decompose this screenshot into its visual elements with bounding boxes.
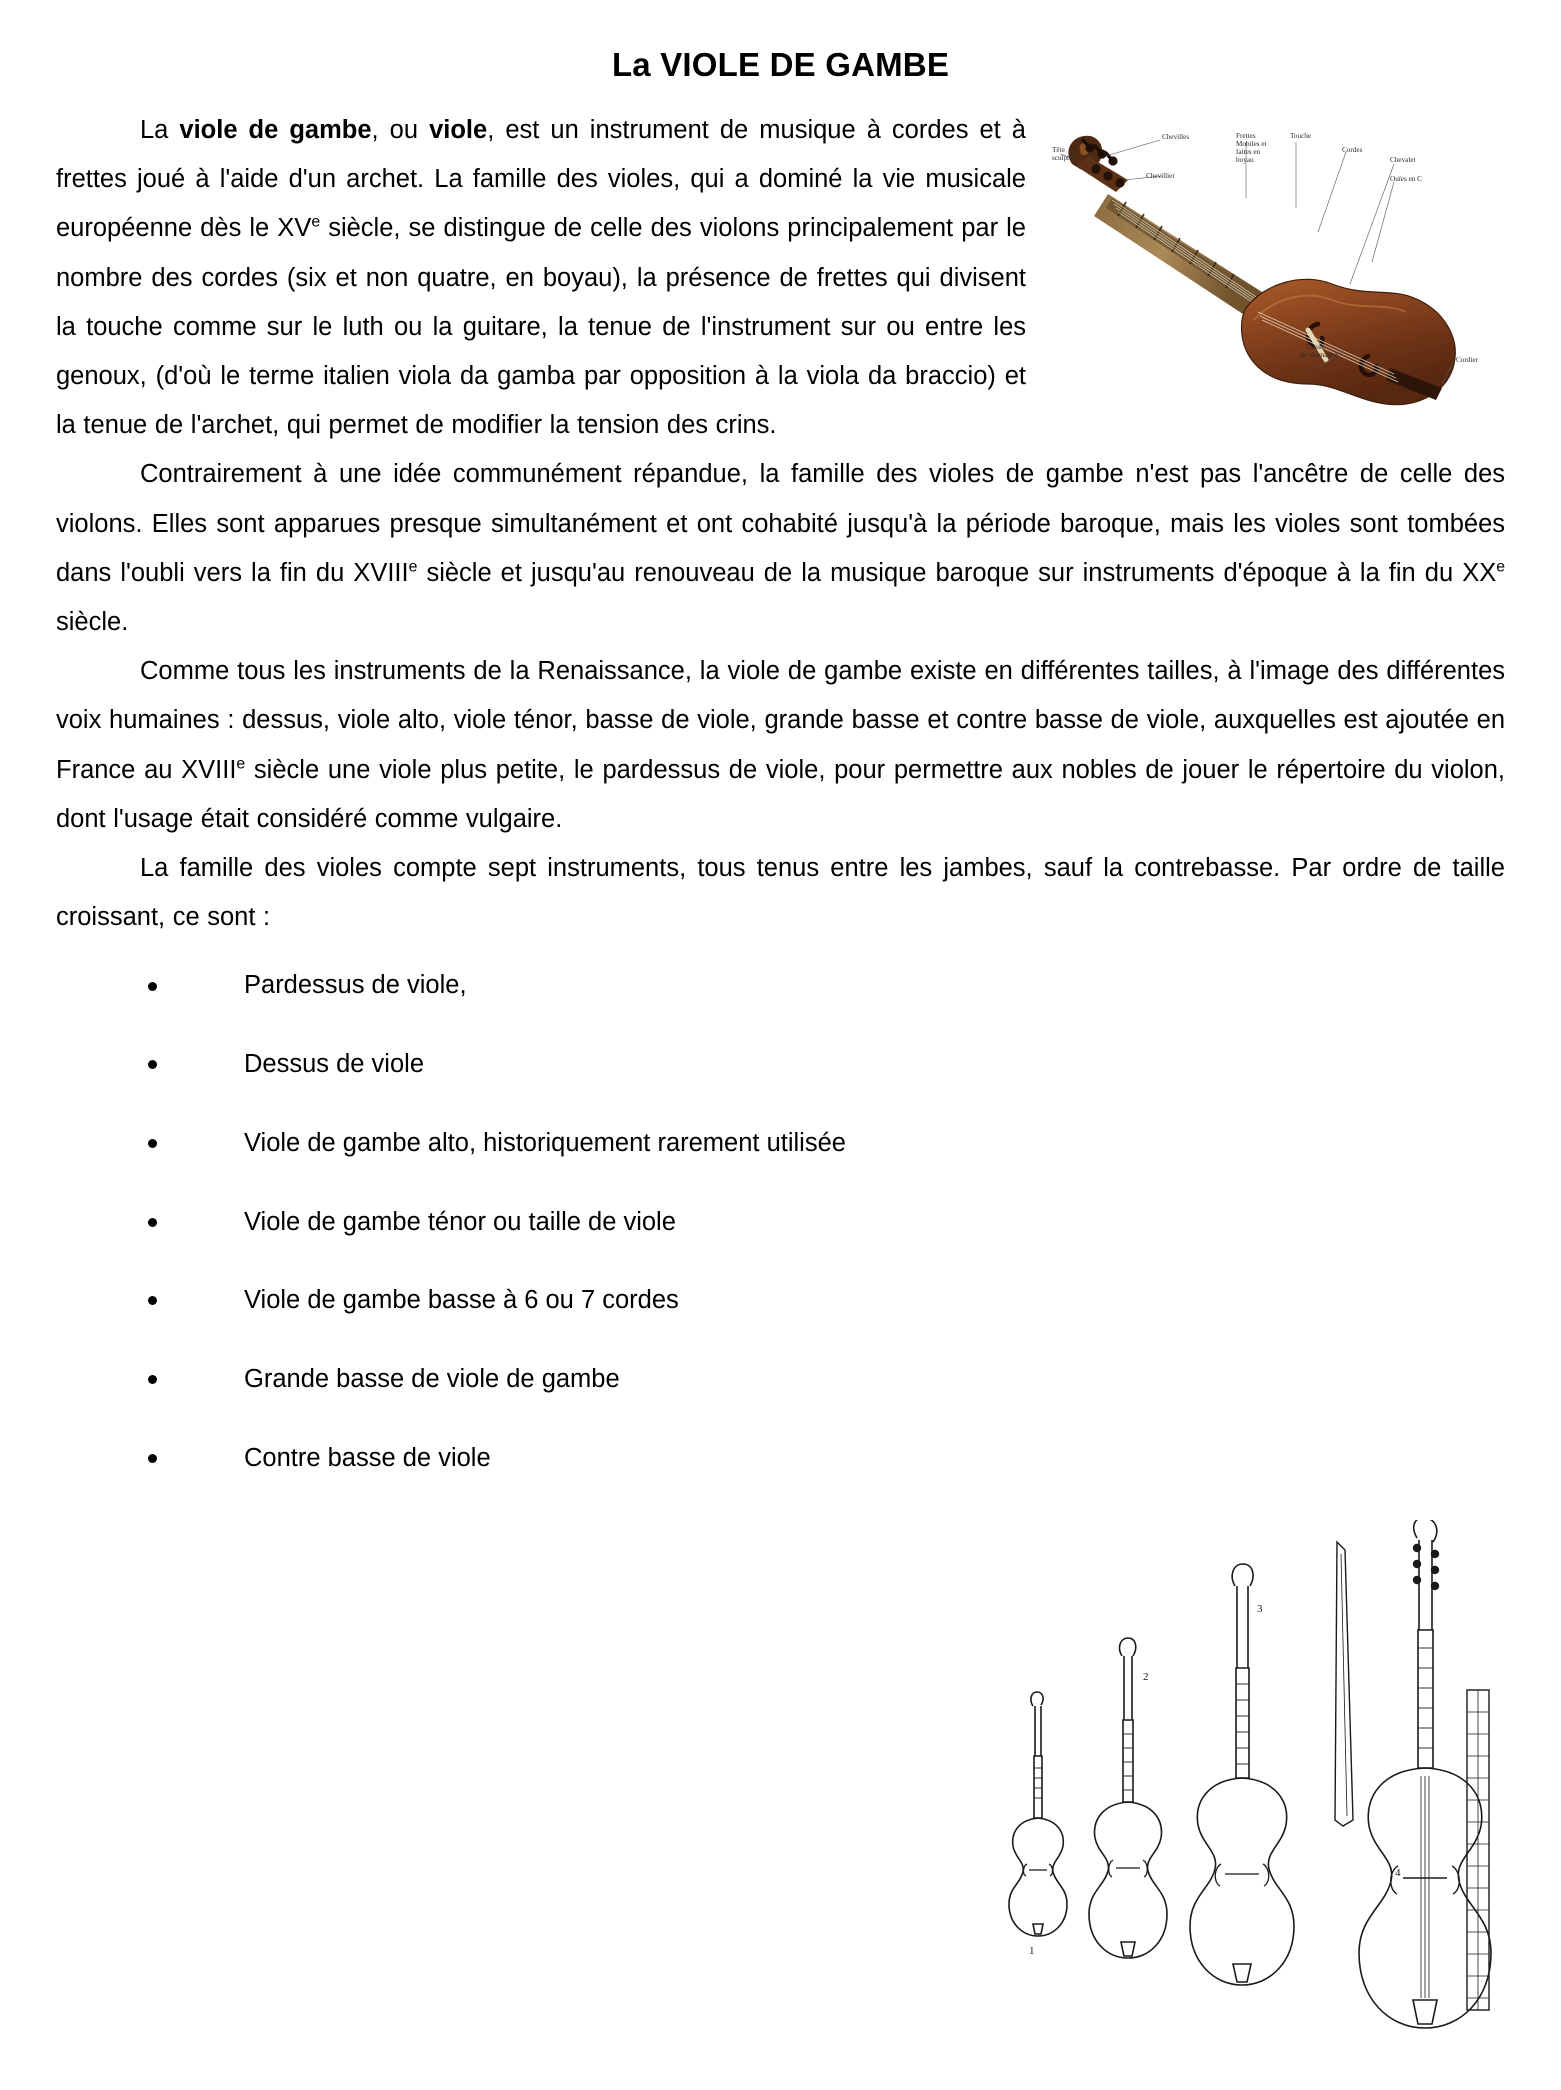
bullet-dot-icon — [148, 1375, 157, 1384]
bullet-dot-icon — [148, 1060, 157, 1069]
label-cordes: Cordes — [1342, 146, 1363, 154]
bullet-dot-icon — [148, 1139, 157, 1148]
p2-seg1: Contrairement à une idée communément répandue, la famille des violes de gambe n'est pas l'ancêtre de celle des violons. Elles sont apparues presque simultanément et ont cohabité jusqu'à la période baroque, mais les violes sont tombées dans l'oubli vers la fin du XVIII — [56, 460, 1505, 587]
label-caisse-2: de résonance — [1300, 351, 1338, 359]
resonance-body — [1242, 279, 1456, 404]
label-frettes-4: boyau — [1236, 156, 1254, 164]
list-item-label: Contre basse de viole — [244, 1443, 491, 1472]
bullet-dot-icon — [148, 1454, 157, 1463]
label-tete-2: sculptée — [1052, 154, 1076, 162]
list-item — [56, 1126, 1505, 1162]
label-frettes: Frettes — [1236, 132, 1256, 140]
bullet-dot-icon — [148, 1218, 157, 1227]
p1-seg2: , ou — [371, 116, 430, 144]
paragraph-4: La famille des violes compte sept instruments, tous tenus entre les jambes, sauf la contrebasse. Par ordre de taille croissant, ce sont : — [56, 854, 1505, 932]
viol-3-tenor — [1190, 1564, 1294, 1985]
label-ouies: Ouïes en C — [1390, 175, 1422, 183]
list-item-label: Grande basse de viole de gambe — [244, 1364, 620, 1393]
p2-superscript-e-2: e — [1496, 558, 1506, 576]
list-item — [56, 968, 1505, 1004]
p1-bold-viole: viole — [429, 116, 488, 144]
viole-de-gambe-illustration — [1050, 112, 1505, 412]
list-item — [56, 1441, 1505, 1477]
p3-superscript-e: e — [236, 755, 246, 773]
list-item-label: Viole de gambe alto, historiquement rarement utilisée — [244, 1128, 846, 1157]
label-tete: Tête — [1052, 146, 1065, 154]
list-item-label: Viole de gambe basse à 6 ou 7 cordes — [244, 1286, 679, 1315]
label-frettes-2: Mobiles et — [1236, 140, 1267, 148]
engraving-number-2: 2 — [1143, 1671, 1149, 1683]
list-item-label: Pardessus de viole, — [244, 971, 467, 1000]
p1-superscript-e: e — [311, 213, 321, 231]
label-touche: Touche — [1290, 132, 1312, 140]
label-chevilles: Chevilles — [1162, 133, 1190, 141]
p1-bold-viole-de-gambe: viole de gambe — [179, 116, 372, 144]
figure-viole-de-gambe-photo — [1050, 112, 1505, 412]
label-cordier: Cordier — [1456, 356, 1478, 364]
p1-seg4: siècle, se distingue de celle des violons principalement par le nombre des cordes (six et non quatre, en boyau), la présence de frettes qui divisent la touche comme sur le luth ou la guitare, la tenue de l'instrument sur ou entre les genoux, (d'où le terme italien viola da gamba par opposition à la viola da braccio) et la tenue de l'archet, qui permet de modifier la tension des crins. — [56, 214, 1026, 440]
p1-seg1: La — [140, 116, 180, 144]
label-chevillier: Chevillier — [1146, 172, 1175, 180]
paragraph-3 — [56, 647, 1505, 844]
p2-seg2: siècle et jusqu'au renouveau de la musique baroque sur instruments d'époque à la fin du XX — [417, 558, 1497, 587]
page-title: La VIOLE DE GAMBE — [611, 46, 950, 83]
list-item-label: Dessus de viole — [244, 1050, 425, 1079]
p3-seg2: siècle une viole plus petite, le pardessus de viole, pour permettre aux nobles de jouer le répertoire du violon, dont l'usage était considéré comme vulgaire. — [56, 755, 1506, 833]
bow — [1335, 1542, 1353, 1826]
label-caisse: Caisse — [1306, 343, 1325, 351]
paragraph-2 — [56, 450, 1505, 647]
bullet-dot-icon — [148, 982, 157, 991]
engraving-number-1: 1 — [1029, 1945, 1035, 1957]
list-item — [56, 1047, 1505, 1083]
instrument-list — [56, 968, 1505, 1476]
list-item — [56, 1362, 1505, 1398]
engraving-number-4: 4 — [1395, 1867, 1401, 1879]
viol-family-illustration — [985, 1520, 1505, 2090]
bullet-dot-icon — [148, 1296, 157, 1305]
p3-seg1: Comme tous les instruments de la Renaissance, la viole de gambe existe en différentes tailles, à l'image des différentes voix humaines : dessus, viole alto, viole ténor, basse de viole, grande basse et contre basse de viole, auxquelles est ajoutée en France au XVIII — [56, 657, 1505, 784]
list-item — [56, 1283, 1505, 1319]
pegbox-and-scroll — [1068, 136, 1128, 192]
figure-viol-family-engraving — [985, 1520, 1505, 2090]
p2-seg3: siècle. — [56, 608, 129, 637]
viol-1-pardessus — [1009, 1692, 1067, 1957]
p1-seg3: , est un instrument de musique à cordes et à frettes joué à l'aide d'un archet. La famille des violes, qui a dominé la vie musicale européenne dès le XV — [56, 116, 1026, 243]
viol-2-dessus — [1089, 1638, 1167, 1958]
viol-4-basse — [1359, 1520, 1491, 2028]
list-item — [56, 1205, 1505, 1241]
label-frettes-3: faites en — [1236, 148, 1261, 156]
p2-superscript-e-1: e — [408, 558, 418, 576]
label-chevalet: Chevalet — [1390, 156, 1416, 164]
engraving-number-3: 3 — [1257, 1603, 1263, 1615]
list-item-label: Viole de gambe ténor ou taille de viole — [244, 1207, 676, 1236]
